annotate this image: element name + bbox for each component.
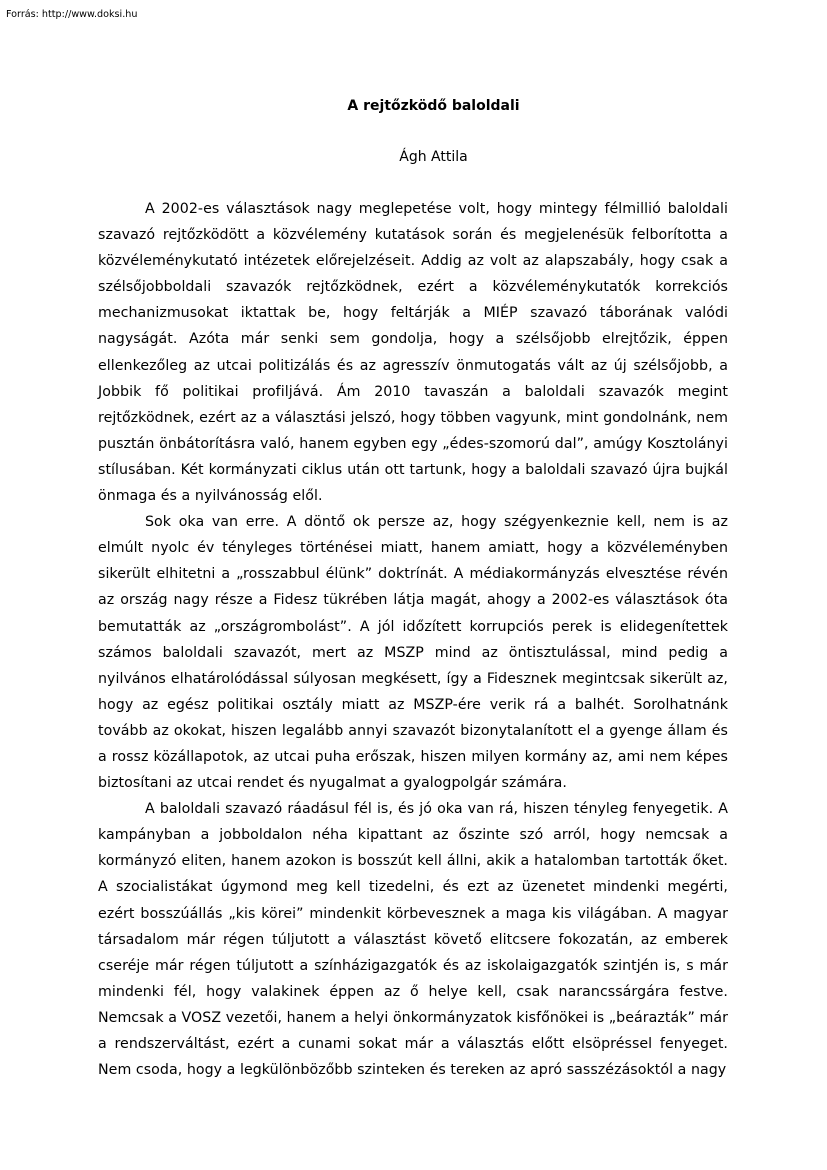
document-body <box>98 196 728 1083</box>
document-author: Ágh Attila <box>399 149 468 165</box>
paragraph-2: Sok oka van erre. A döntő ok persze az, hogy szégyenkeznie kell, nem is az elmúlt nyolc év tényleges történései miatt, hanem amiatt, hogy a közvéleményben sikerült elhitetni a „rosszabbul élünk” doktrínát. A médiakormányzás elvesztése révén az ország nagy része a Fidesz tükrében látja magát, ahogy a 2002-es választások óta bemutatták az „országrombolást”. A jól időzített korrupciós perek is elidegenítettek számos baloldali szavazót, mert az MSZP mind az öntisztulással, mind pedig a nyilvános elhatárolódással súlyosan megkésett, így a Fidesznek megintcsak sikerült az, hogy az egész politikai osztály miatt az MSZP-ére verik rá a balhét. Sorolhatnánk tovább az okokat, hiszen legalább annyi szavazót bizonytalanított el a gyenge állam és a rossz közállapotok, az utcai puha erőszak, hiszen milyen kormány az, ami nem képes biztosítani az utcai rendet és nyugalmat a gyalogpolgár számára. <box>98 514 728 792</box>
paragraph-3: A baloldali szavazó ráadásul fél is, és jó oka van rá, hiszen tényleg fenyegetik. A kampányban a jobboldalon néha kipattant az őszinte szó arról, hogy nemcsak a kormányzó eliten, hanem azokon is bosszút kell állni, akik a hatalomban tartották őket. A szocialistákat úgymond meg kell tizedelni, és ezt az üzenetet mindenki megérti, ezért bosszúállás „kis körei” mindenkit körbevesznek a maga kis világában. A magyar társadalom már régen túljutott a választást követő elitcsere fokozatán, az emberek cseréje már régen túljutott a színházigazgatók és az iskolaigazgatók szintjén is, s már mindenki fél, hogy valakinek éppen az ő helye kell, csak narancssárgára festve. Nemcsak a VOSZ vezetői, hanem a helyi önkormányzatok kisfőnökei is „beárazták” már a rendszerváltást, ezért a cunami sokat már a választás előtt elsöpréssel fenyeget. Nem csoda, hogy a legkülönbözőbb szinteken és tereken az apró sasszézásoktól a nagy <box>98 801 728 1079</box>
paragraph-1: A 2002-es választások nagy meglepetése volt, hogy mintegy félmillió baloldali szavazó rejtőzködött a közvélemény kutatások során és megjelenésük felborította a közvéleménykutató intézetek előrejelzéseit. Addig az volt az alapszabály, hogy csak a szélsőjobboldali szavazók rejtőzködnek, ezért a közvéleménykutatók korrekciós mechanizmusokat iktattak be, hogy feltárják a MIÉP szavazó táborának valódi nagyságát. Azóta már senki sem gondolja, hogy a szélsőjobb elrejtőzik, éppen ellenkezőleg az utcai politizálás és az agresszív önmutogatás vált az új szélsőjobb, a Jobbik fő politikai profiljává. Ám 2010 tavaszán a baloldali szavazók megint rejtőzködnek, ezért az a választási jelszó, hogy többen vagyunk, mint gondolnánk, nem pusztán önbátorításra való, hanem egyben egy „édes-szomorú dal”, amúgy Kosztolányi stílusában. Két kormányzati ciklus után ott tartunk, hogy a baloldali szavazó újra bujkál önmaga és a nyilvánosság elől. <box>98 201 728 505</box>
document-title: A rejtőzködő baloldali <box>347 98 520 114</box>
source-url: Forrás: http://www.doksi.hu <box>6 9 138 20</box>
